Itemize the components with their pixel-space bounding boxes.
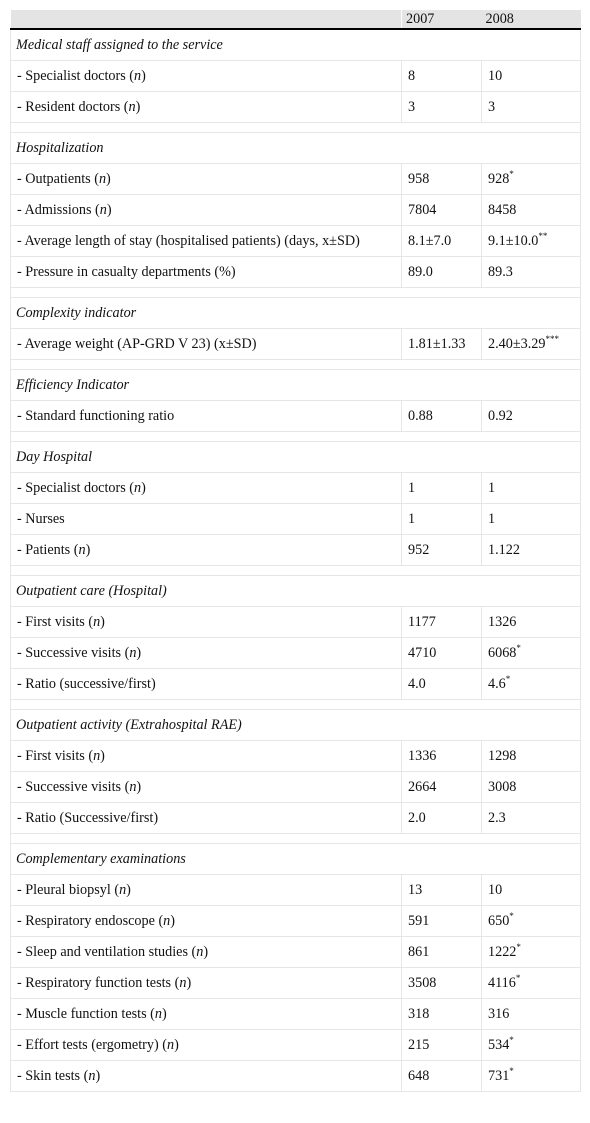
- table-row: [11, 937, 581, 968]
- row-unit: n: [88, 1068, 96, 1084]
- value-2008: 8458: [488, 202, 517, 218]
- row-label-suffix: ): [106, 202, 112, 218]
- value-2008: 1: [488, 480, 496, 496]
- row-label-cell: [11, 61, 402, 92]
- row-label-suffix: ): [141, 480, 146, 496]
- row-label-suffix: ): [100, 614, 105, 630]
- row-label-cell: [11, 803, 402, 834]
- value-2008: 10: [488, 882, 503, 898]
- table-row: [11, 638, 581, 669]
- section-spacer: [11, 288, 581, 298]
- spacer-cell: [11, 566, 581, 576]
- value-2007: 1.81±1.33: [402, 329, 482, 360]
- row-label-cell: [11, 257, 402, 288]
- value-2007: 591: [402, 906, 482, 937]
- row-unit: n: [98, 171, 107, 187]
- table-row: [11, 607, 581, 638]
- table-row: [11, 257, 581, 288]
- value-2008: 1326: [488, 614, 517, 630]
- section-spacer: [11, 432, 581, 442]
- value-2008-cell: [482, 535, 581, 566]
- table-row: [11, 61, 581, 92]
- row-label-cell: [11, 638, 402, 669]
- section-spacer: [11, 834, 581, 844]
- row-label-cell: [11, 906, 402, 937]
- table-row: [11, 329, 581, 360]
- table-row: [11, 803, 581, 834]
- row-label-cell: [11, 504, 402, 535]
- value-2007: 8.1±7.0: [402, 226, 482, 257]
- value-2008: 3008: [488, 779, 517, 795]
- value-2007: 2664: [402, 772, 482, 803]
- section-spacer: [11, 566, 581, 576]
- value-2008-cell: [482, 607, 581, 638]
- row-label-suffix: ): [170, 913, 175, 929]
- row-label: - Specialist doctors (: [17, 480, 135, 496]
- row-unit: n: [134, 480, 142, 496]
- value-2007: 0.88: [402, 401, 482, 432]
- table-row: [11, 906, 581, 937]
- significance-mark: **: [538, 231, 548, 241]
- row-label-cell: [11, 1030, 402, 1061]
- row-unit: n: [196, 944, 204, 960]
- value-2007: 318: [402, 999, 482, 1030]
- value-2007: 89.0: [402, 257, 482, 288]
- row-label: - First visits (: [17, 614, 94, 630]
- significance-mark: *: [509, 911, 514, 921]
- table-row: [11, 401, 581, 432]
- value-2007: 1336: [402, 741, 482, 772]
- row-label-suffix: ): [174, 1037, 179, 1053]
- spacer-cell: [11, 432, 581, 442]
- row-label-suffix: ): [186, 975, 192, 991]
- value-2008: 731: [488, 1068, 510, 1084]
- value-2008-cell: [482, 1030, 581, 1061]
- value-2008: 2.40±3.29: [488, 336, 546, 352]
- value-2008-cell: [482, 669, 581, 700]
- header-2007: 2007: [402, 10, 482, 29]
- value-2008: 1: [488, 511, 496, 527]
- row-label: - Successive visits (: [17, 645, 130, 661]
- spacer-cell: [11, 288, 581, 298]
- value-2008-cell: [482, 61, 581, 92]
- row-label-suffix: ): [136, 779, 142, 795]
- row-label-cell: [11, 92, 402, 123]
- row-label: - Resident doctors (: [17, 99, 129, 115]
- row-label-cell: [11, 772, 402, 803]
- section-heading-row: [11, 298, 581, 329]
- value-2008-cell: [482, 1061, 581, 1092]
- significance-mark: *: [505, 674, 511, 684]
- significance-mark: *: [515, 973, 521, 983]
- value-2008-cell: [482, 772, 581, 803]
- value-2008: 89.3: [488, 264, 513, 280]
- value-2008: 9.1±10.0: [488, 233, 539, 249]
- value-2007: 958: [402, 164, 482, 195]
- significance-mark: *: [516, 942, 521, 952]
- significance-mark: *: [509, 1035, 514, 1045]
- table-row: [11, 968, 581, 999]
- value-2008: 4.6: [488, 676, 506, 692]
- value-2008-cell: [482, 164, 581, 195]
- header-2008: 2008: [482, 10, 581, 29]
- section-title: Complementary examinations: [11, 844, 581, 875]
- row-label: - Patients (: [17, 542, 79, 558]
- value-2007: 2.0: [402, 803, 482, 834]
- row-unit: n: [179, 975, 187, 991]
- value-2007: 215: [402, 1030, 482, 1061]
- row-label-cell: [11, 226, 402, 257]
- table-row: [11, 164, 581, 195]
- spacer-cell: [11, 834, 581, 844]
- section-spacer: [11, 700, 581, 710]
- table-row: [11, 772, 581, 803]
- row-unit: n: [166, 1037, 175, 1053]
- header-row: [11, 10, 581, 29]
- row-unit: n: [119, 882, 127, 898]
- value-2008: 316: [488, 1006, 510, 1022]
- row-label: - Effort tests (ergometry) (: [17, 1037, 167, 1053]
- table-row: [11, 875, 581, 906]
- value-2008: 1.122: [488, 542, 520, 558]
- row-label-cell: [11, 164, 402, 195]
- value-2008-cell: [482, 504, 581, 535]
- row-label-cell: [11, 937, 402, 968]
- significance-mark: *: [516, 643, 521, 653]
- row-label: - Ratio (Successive/first): [17, 810, 159, 826]
- row-label-suffix: ): [126, 882, 131, 898]
- row-label: - First visits (: [17, 748, 94, 764]
- value-2008-cell: [482, 195, 581, 226]
- row-label-suffix: ): [203, 944, 209, 960]
- section-heading-row: [11, 29, 581, 61]
- table-row: [11, 535, 581, 566]
- value-2007: 1: [402, 473, 482, 504]
- row-label-cell: [11, 329, 402, 360]
- row-label: - Outpatients (: [17, 171, 99, 187]
- value-2008: 534: [488, 1037, 510, 1053]
- value-2008-cell: [482, 226, 581, 257]
- row-label-cell: [11, 669, 402, 700]
- value-2008-cell: [482, 92, 581, 123]
- value-2008-cell: [482, 257, 581, 288]
- value-2007: 861: [402, 937, 482, 968]
- value-2007: 3508: [402, 968, 482, 999]
- row-label-suffix: ): [85, 542, 91, 558]
- row-unit: n: [129, 645, 137, 661]
- value-2008-cell: [482, 473, 581, 504]
- value-2007: 1: [402, 504, 482, 535]
- section-title: Complexity indicator: [11, 298, 581, 329]
- section-heading-row: [11, 442, 581, 473]
- row-label: - Skin tests (: [17, 1068, 89, 1084]
- value-2008: 650: [488, 913, 510, 929]
- value-2008-cell: [482, 999, 581, 1030]
- value-2008: 10: [488, 68, 503, 84]
- section-heading-row: [11, 133, 581, 164]
- value-2008-cell: [482, 803, 581, 834]
- value-2007: 952: [402, 535, 482, 566]
- spacer-cell: [11, 700, 581, 710]
- significance-mark: ***: [545, 334, 559, 344]
- value-2007: 13: [402, 875, 482, 906]
- value-2008-cell: [482, 329, 581, 360]
- table-body: [11, 29, 581, 1092]
- significance-mark: *: [509, 1066, 514, 1076]
- row-label: - Admissions (: [17, 202, 100, 218]
- row-unit: n: [128, 99, 136, 115]
- value-2008: 1298: [488, 748, 517, 764]
- row-label-cell: [11, 401, 402, 432]
- header-label-cell: [11, 10, 402, 29]
- row-unit: n: [78, 542, 86, 558]
- value-2007: 3: [402, 92, 482, 123]
- row-unit: n: [154, 1006, 162, 1022]
- section-title: Day Hospital: [11, 442, 581, 473]
- value-2007: 7804: [402, 195, 482, 226]
- table-row: [11, 195, 581, 226]
- activity-table: [10, 10, 581, 1092]
- value-2007: 4.0: [402, 669, 482, 700]
- row-label: - Respiratory function tests (: [17, 975, 180, 991]
- row-label-cell: [11, 875, 402, 906]
- row-label: - Average length of stay (hospitalised patients) (days, x±SD): [17, 233, 360, 249]
- row-label-cell: [11, 195, 402, 226]
- value-2008-cell: [482, 875, 581, 906]
- value-2007: 4710: [402, 638, 482, 669]
- table-row: [11, 92, 581, 123]
- value-2008-cell: [482, 968, 581, 999]
- row-label-suffix: ): [135, 99, 141, 115]
- row-label-cell: [11, 968, 402, 999]
- row-unit: n: [163, 913, 171, 929]
- row-label-cell: [11, 1061, 402, 1092]
- row-label: - Ratio (successive/first): [17, 676, 156, 692]
- row-label: - Respiratory endoscope (: [17, 913, 164, 929]
- value-2007: 1177: [402, 607, 482, 638]
- row-label-suffix: ): [141, 68, 146, 84]
- row-unit: n: [93, 748, 101, 764]
- value-2008: 928: [488, 171, 510, 187]
- value-2008: 6068: [488, 645, 517, 661]
- table-row: [11, 226, 581, 257]
- row-unit: n: [129, 779, 137, 795]
- section-title: Hospitalization: [11, 133, 581, 164]
- value-2008-cell: [482, 741, 581, 772]
- table-row: [11, 999, 581, 1030]
- value-2008: 1222: [488, 944, 517, 960]
- value-2008-cell: [482, 401, 581, 432]
- section-heading-row: [11, 710, 581, 741]
- spacer-cell: [11, 360, 581, 370]
- row-label: - Average weight (AP-GRD V 23) (x±SD): [17, 336, 257, 352]
- row-label-suffix: ): [136, 645, 142, 661]
- significance-mark: *: [509, 169, 514, 179]
- row-label: - Successive visits (: [17, 779, 130, 795]
- row-label-suffix: ): [162, 1006, 167, 1022]
- table-row: [11, 504, 581, 535]
- section-heading-row: [11, 844, 581, 875]
- section-heading-row: [11, 370, 581, 401]
- row-label: - Sleep and ventilation studies (: [17, 944, 197, 960]
- value-2008: 3: [488, 99, 496, 115]
- row-label-cell: [11, 535, 402, 566]
- value-2008: 0.92: [488, 408, 513, 424]
- value-2007: 648: [402, 1061, 482, 1092]
- section-title: Medical staff assigned to the service: [11, 29, 581, 61]
- row-label-cell: [11, 999, 402, 1030]
- row-label: - Standard functioning ratio: [17, 408, 175, 424]
- value-2008-cell: [482, 937, 581, 968]
- value-2008-cell: [482, 638, 581, 669]
- value-2007: 8: [402, 61, 482, 92]
- value-2008: 2.3: [488, 810, 506, 826]
- row-label: - Muscle function tests (: [17, 1006, 155, 1022]
- section-title: Outpatient activity (Extrahospital RAE): [11, 710, 581, 741]
- row-label-cell: [11, 607, 402, 638]
- row-label-cell: [11, 473, 402, 504]
- table-row: [11, 473, 581, 504]
- row-unit: n: [93, 614, 101, 630]
- row-unit: n: [99, 202, 107, 218]
- table-row: [11, 669, 581, 700]
- value-2008: 4116: [488, 975, 516, 991]
- row-unit: n: [134, 68, 142, 84]
- section-spacer: [11, 360, 581, 370]
- section-title: Outpatient care (Hospital): [11, 576, 581, 607]
- spacer-cell: [11, 123, 581, 133]
- table-row: [11, 1061, 581, 1092]
- row-label: - Pleural biopsyl (: [17, 882, 120, 898]
- table-row: [11, 741, 581, 772]
- section-heading-row: [11, 576, 581, 607]
- row-label: - Pressure in casualty departments (%): [17, 264, 236, 280]
- row-label-suffix: ): [106, 171, 111, 187]
- section-title: Efficiency Indicator: [11, 370, 581, 401]
- row-label-cell: [11, 741, 402, 772]
- value-2008-cell: [482, 906, 581, 937]
- row-label-suffix: ): [95, 1068, 101, 1084]
- row-label: - Specialist doctors (: [17, 68, 135, 84]
- row-label: - Nurses: [17, 511, 65, 527]
- row-label-suffix: ): [100, 748, 105, 764]
- section-spacer: [11, 123, 581, 133]
- table-row: [11, 1030, 581, 1061]
